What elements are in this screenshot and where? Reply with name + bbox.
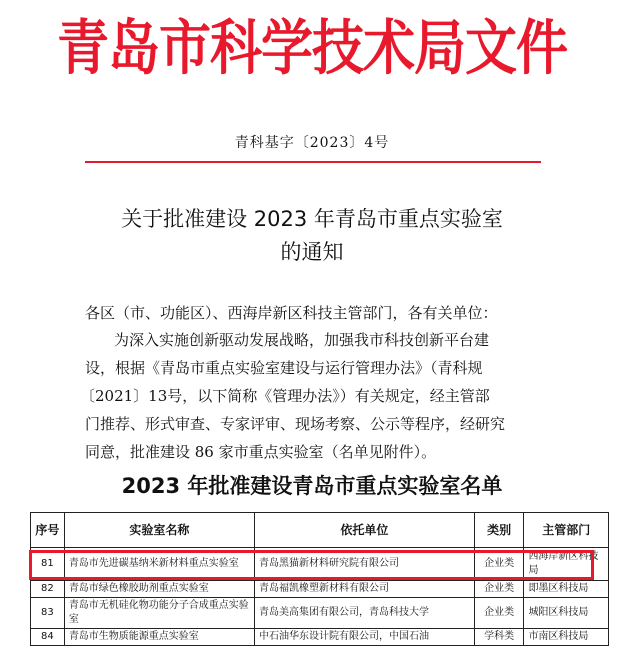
body-line: 为深入实施创新驱动发展战略，加强我市科技创新平台建 [114,331,490,349]
row-host-unit: 中石油华东设计院有限公司，中国石油 [255,629,475,646]
row-department: 西海岸新区科技局 [524,548,609,581]
row-index: 82 [31,581,65,598]
table-row [31,581,609,598]
row-department: 市南区科技局 [524,629,609,646]
table-header-row [31,513,609,548]
red-divider [85,161,541,163]
row-category: 企业类 [474,581,524,598]
body-line: 〔2021〕13号，以下简称《管理办法》）有关规定，经主管部 [80,387,490,405]
table-row [31,598,609,629]
list-title: 2023 年批准建设青岛市重点实验室名单 [121,474,503,498]
notice-title-line2: 的通知 [280,240,344,264]
header-index: 序号 [31,513,65,548]
row-index: 81 [31,548,65,581]
body-line: 门推荐、形式审查、专家评审、现场考察、公示等程序，经研究 [85,415,506,433]
row-category: 企业类 [474,598,524,629]
header-department: 主管部门 [524,513,609,548]
row-lab-name: 青岛市绿色橡胶助剂重点实验室 [64,581,254,598]
row-host-unit: 青岛美高集团有限公司，青岛科技大学 [255,598,475,629]
row-host-unit: 青岛黑猫新材料研究院有限公司 [255,548,475,581]
row-host-unit: 青岛福凯橡塑新材料有限公司 [255,581,475,598]
row-index: 83 [31,598,65,629]
table-row [31,629,609,646]
row-category: 企业类 [474,548,524,581]
masthead-title: 青岛市科学技术局文件 [56,13,567,84]
row-lab-name: 青岛市生物质能源重点实验室 [64,629,254,646]
header-category: 类别 [474,513,524,548]
row-department: 城阳区科技局 [524,598,609,629]
document-number: 青科基字〔2023〕4号 [234,135,390,151]
row-index: 84 [31,629,65,646]
table-row [31,548,609,581]
row-lab-name: 青岛市无机硅化物功能分子合成重点实验室 [64,598,254,629]
row-department: 即墨区科技局 [524,581,609,598]
row-lab-name: 青岛市先进碳基纳米新材料重点实验室 [64,548,254,581]
notice-title-line1: 关于批准建设 2023 年青岛市重点实验室 [121,207,503,231]
header-host-unit: 依托单位 [255,513,475,548]
body-line: 设，根据《青岛市重点实验室建设与运行管理办法》（青科规 [85,359,483,377]
salutation: 各区（市、功能区）、西海岸新区科技主管部门，各有关单位： [85,304,498,322]
row-category: 学科类 [474,629,524,646]
lab-list-table [30,512,609,646]
header-lab-name: 实验室名称 [64,513,254,548]
body-line: 同意，批准建设 86 家市重点实验室（名单见附件）。 [85,443,437,461]
